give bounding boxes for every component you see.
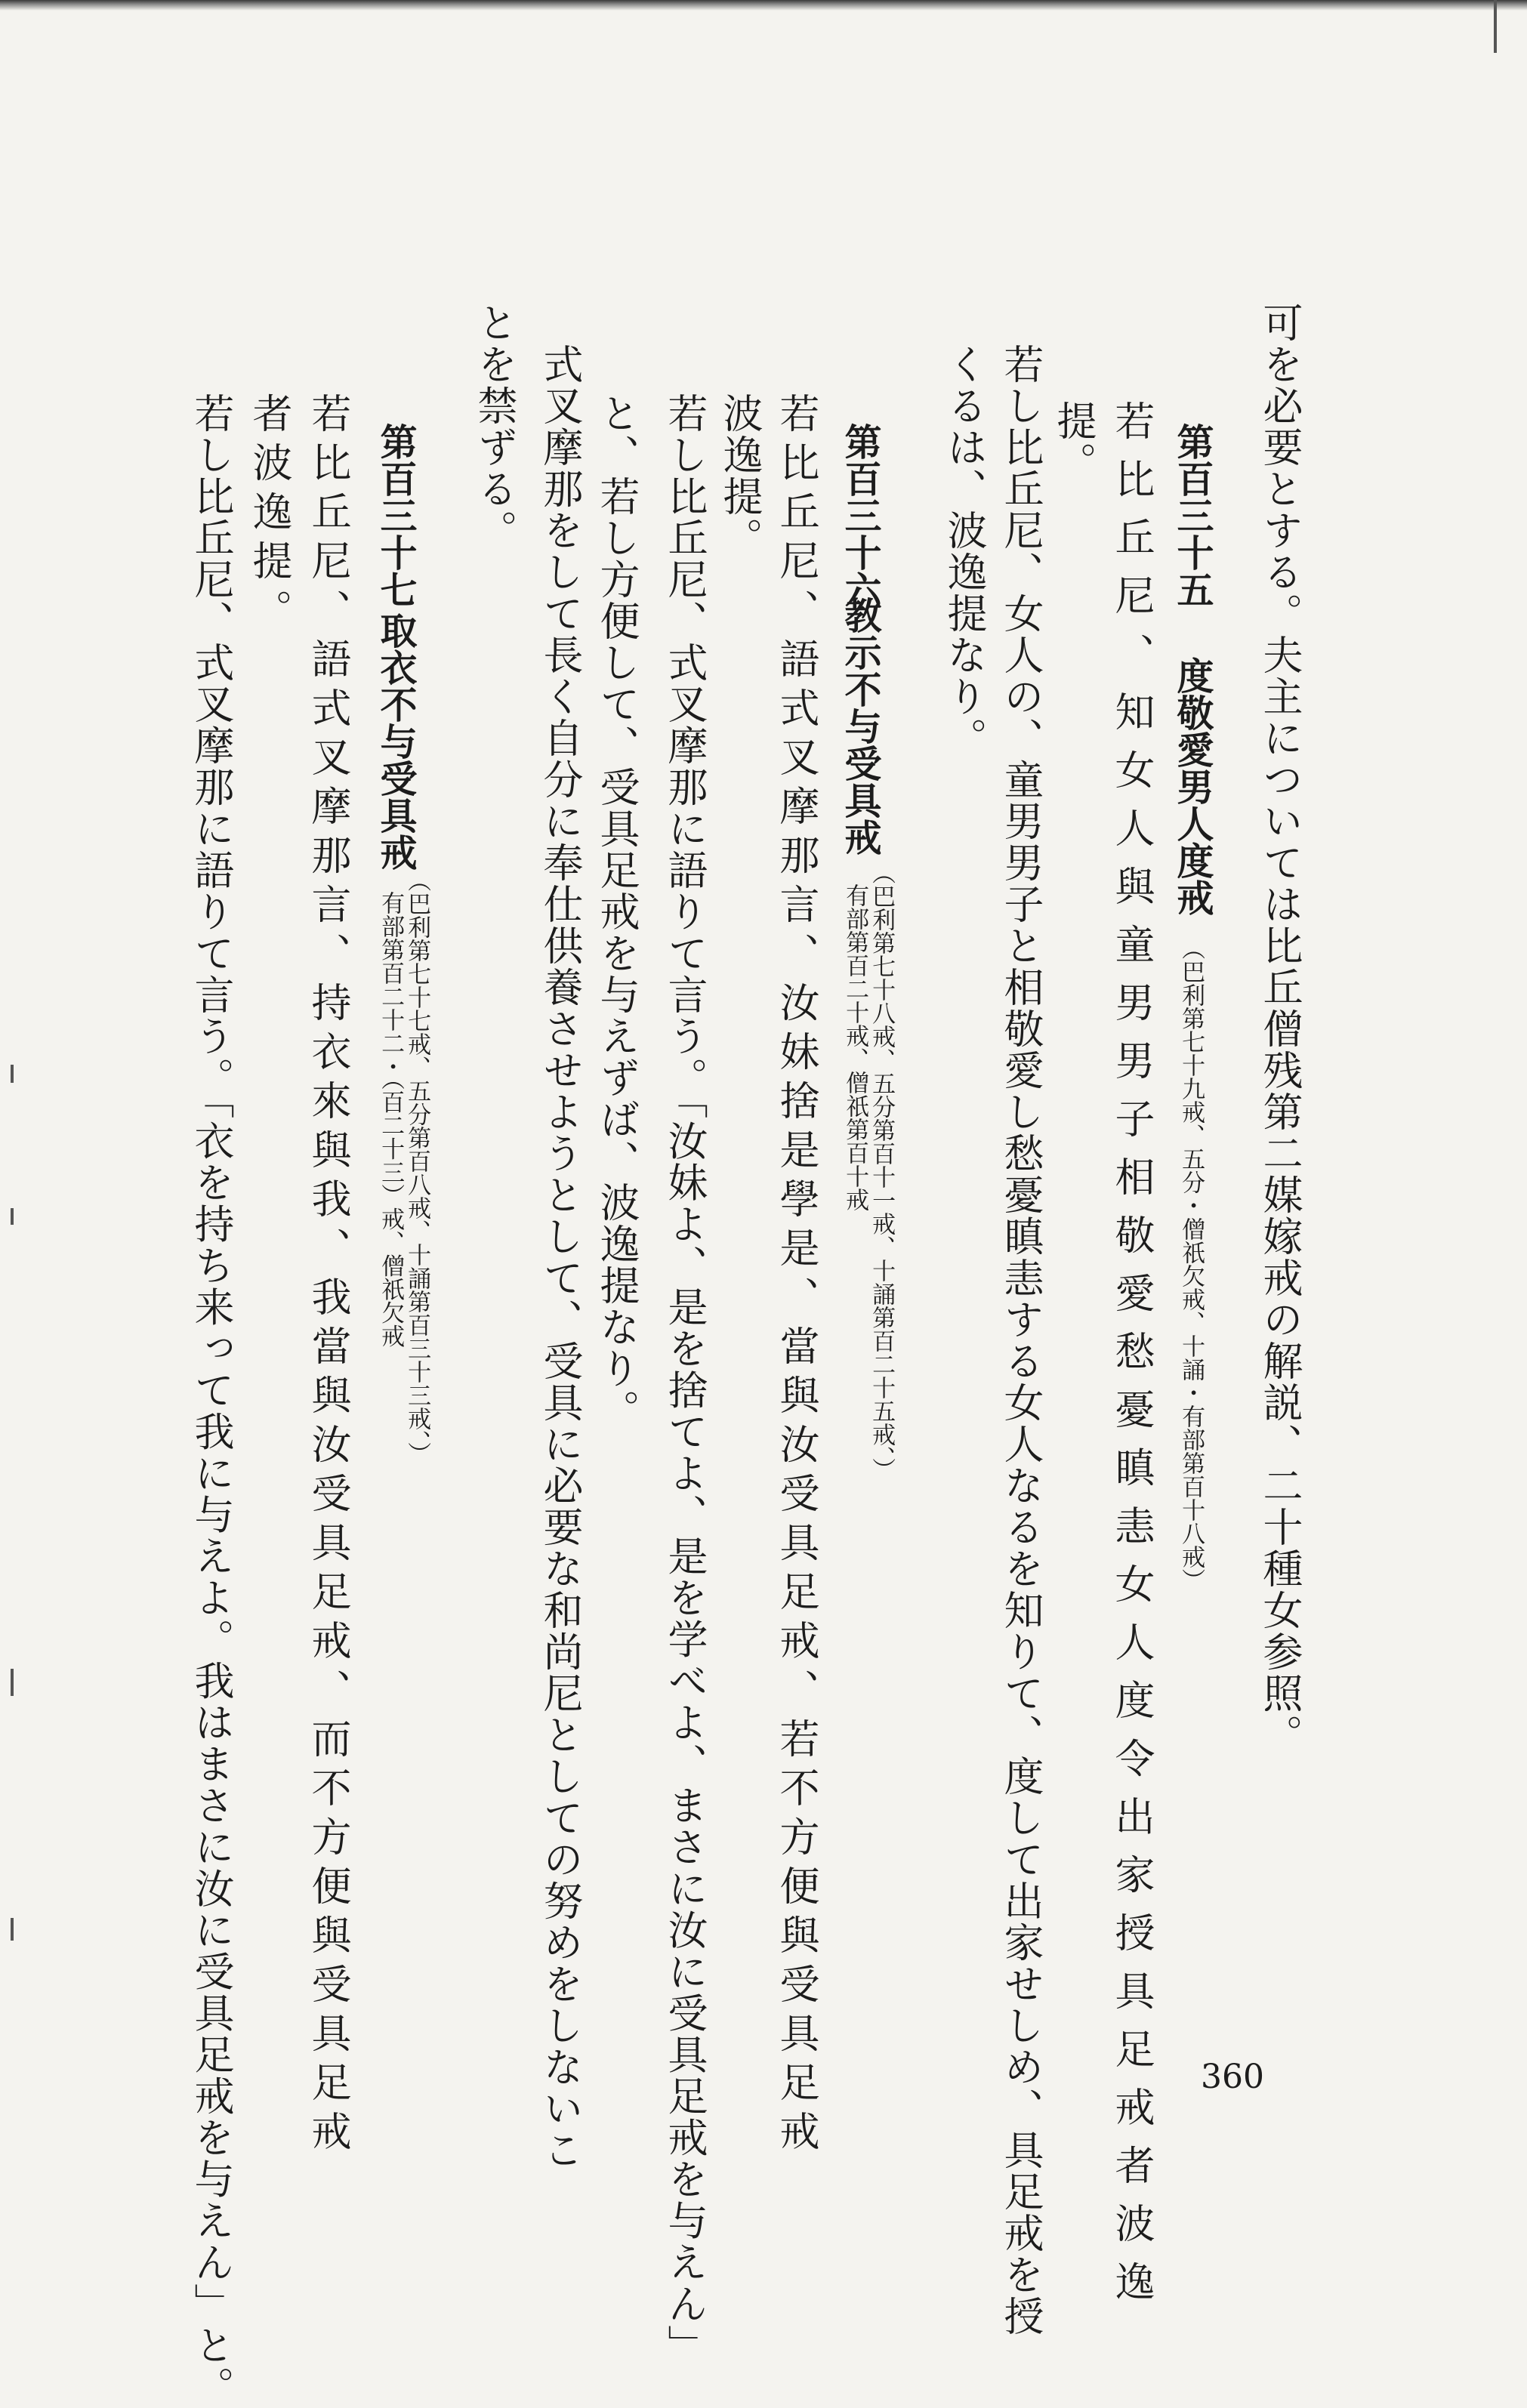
margin-mark xyxy=(11,1669,14,1696)
rule-heading-number: 第百三十六 xyxy=(839,423,882,608)
kanbun-column: 提。 xyxy=(1050,400,1097,483)
kanbun-column: 者波逸提。 xyxy=(246,393,292,638)
margin-mark xyxy=(11,1918,14,1941)
rule-heading-title: 教示不与受具戒 xyxy=(839,597,882,856)
text-column: 若し比丘尼、式叉摩那に語りて言う。「衣を持ち来って我に与えよ。我はまさに汝に受具足戒を与えん」と。 xyxy=(188,393,234,2408)
rule-heading-title: 取衣不与受具戒 xyxy=(375,612,418,871)
kanbun-column: 波逸提。 xyxy=(717,393,763,559)
rule-source-note: 有部第百二十戒、僧祇第百十戒 xyxy=(841,883,869,1211)
text-column: とを禁ずる。 xyxy=(471,302,517,551)
margin-mark xyxy=(11,1208,14,1225)
text-column: 可を必要とする。夫主については比丘僧残第二媒嫁戒の解説、二十種女参照。 xyxy=(1257,302,1303,1756)
text-column: と、若し方便して、受具足戒を与えずば、波逸提なり。 xyxy=(594,393,640,1431)
text-column: 若し比丘尼、式叉摩那に語りて言う。「汝妹よ、是を捨てよ、是を学べよ、まさに汝に受具足戒を与えん」 xyxy=(662,393,708,2366)
kanbun-column: 若比丘尼、語式叉摩那言、持衣來與我、我當與汝受具足戒、而不方便與受具足戒 xyxy=(305,393,351,2160)
kanbun-column: 若比丘尼、語式叉摩那言、汝妹捨是學是、當與汝受具足戒、若不方便與受具足戒 xyxy=(773,393,819,2160)
margin-mark xyxy=(11,1065,14,1083)
rule-source-note: 有部第百二十二・（百二十三）戒、僧祇欠戒 xyxy=(377,891,405,1348)
kanbun-column: 若比丘尼、知女人與童男男子相敬愛愁憂瞋恚女人度令出家授具足戒者波逸 xyxy=(1109,400,1155,2319)
rule-heading-number: 第百三十七 xyxy=(375,423,418,608)
rule-source-note: （巴利第七十七戒、五分第百八戒、十誦第百三十三戒、） xyxy=(403,868,431,1466)
rule-heading-number: 第百三十五 xyxy=(1171,423,1214,608)
rule-source-note: （巴利第七十九戒、五分・僧祇欠戒、十誦・有部第百十八戒） xyxy=(1177,936,1205,1592)
scan-edge xyxy=(0,0,1527,11)
text-column: 式叉摩那をして長く自分に奉仕供養させようとして、受具に必要な和尚尼としての努めをしないこ xyxy=(537,344,583,2171)
text-column: 若し比丘尼、女人の、童男男子と相敬愛し愁憂瞋恚する女人なるを知りて、度して出家せしめ、具足戒を授 xyxy=(998,344,1044,2337)
page-number: 360 xyxy=(1201,2058,1264,2096)
text-column: くるは、波逸提なり。 xyxy=(941,344,987,759)
rule-heading-title: 度敬愛男人度戒 xyxy=(1171,657,1214,916)
margin-mark xyxy=(1494,0,1497,53)
rule-source-note: （巴利第七十八戒、五分第百十一戒、十誦第百二十五戒、） xyxy=(868,861,896,1481)
